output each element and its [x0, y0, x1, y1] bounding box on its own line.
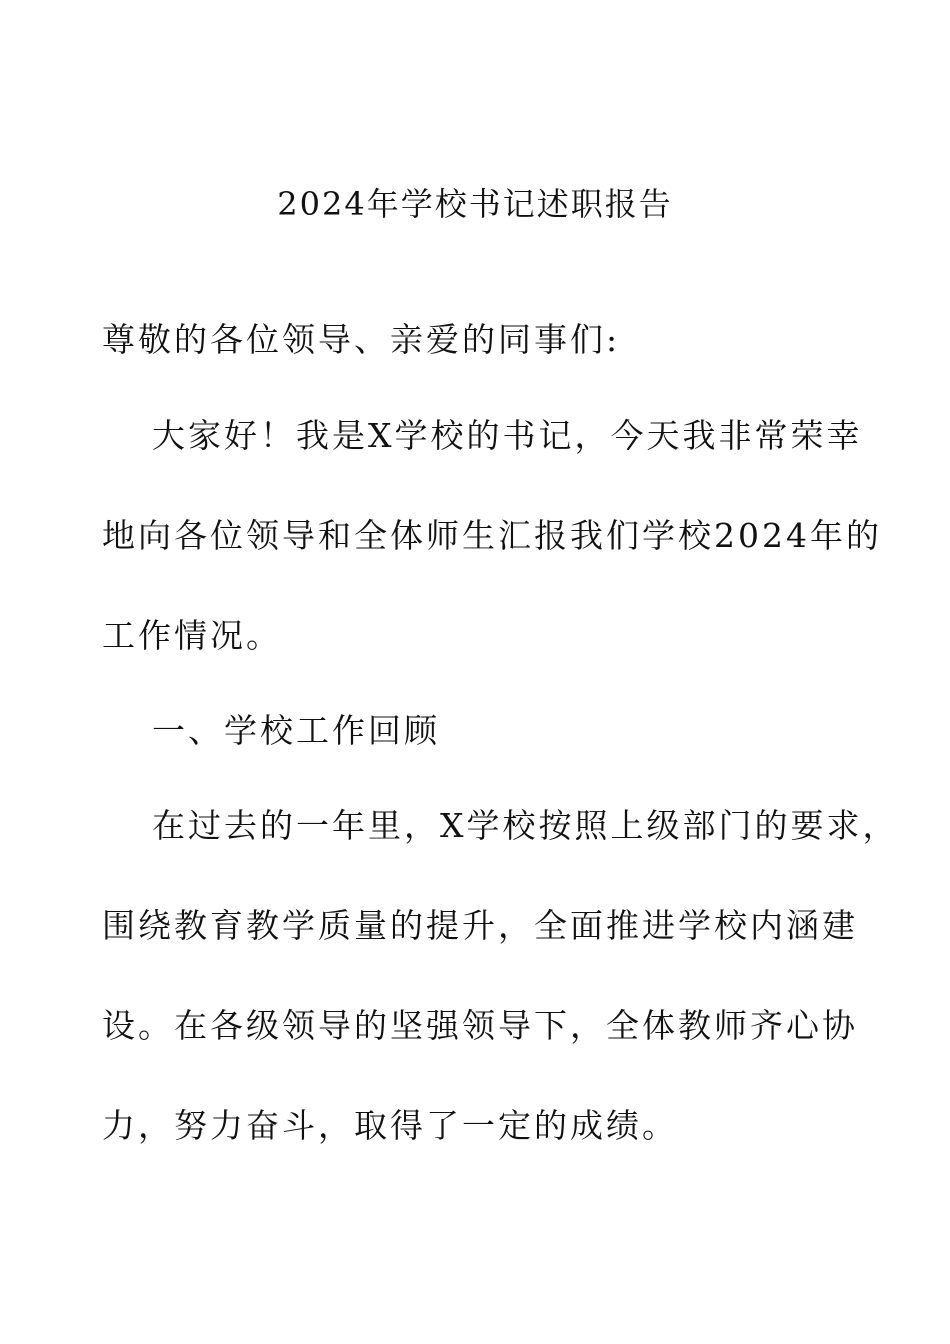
paragraph-2-line-3: 设。在各级领导的坚强领导下，全体教师齐心协 [102, 1006, 858, 1045]
paragraph-2-line-2: 围绕教育教学质量的提升，全面推进学校内涵建 [102, 906, 858, 945]
salutation: 尊敬的各位领导、亲爱的同事们: [102, 320, 621, 359]
paragraph-2-line-1: 在过去的一年里，X学校按照上级部门的要求， [152, 806, 899, 845]
paragraph-2-line-4: 力，努力奋斗，取得了一定的成绩。 [102, 1106, 678, 1145]
paragraph-1-line-3: 工作情况。 [102, 616, 282, 655]
paragraph-1-line-1: 大家好！我是X学校的书记，今天我非常荣幸 [152, 416, 863, 455]
document-title: 2024年学校书记述职报告 [277, 185, 673, 223]
section-heading: 一、学校工作回顾 [152, 711, 440, 750]
paragraph-1-line-2: 地向各位领导和全体师生汇报我们学校2024年的 [102, 516, 882, 555]
